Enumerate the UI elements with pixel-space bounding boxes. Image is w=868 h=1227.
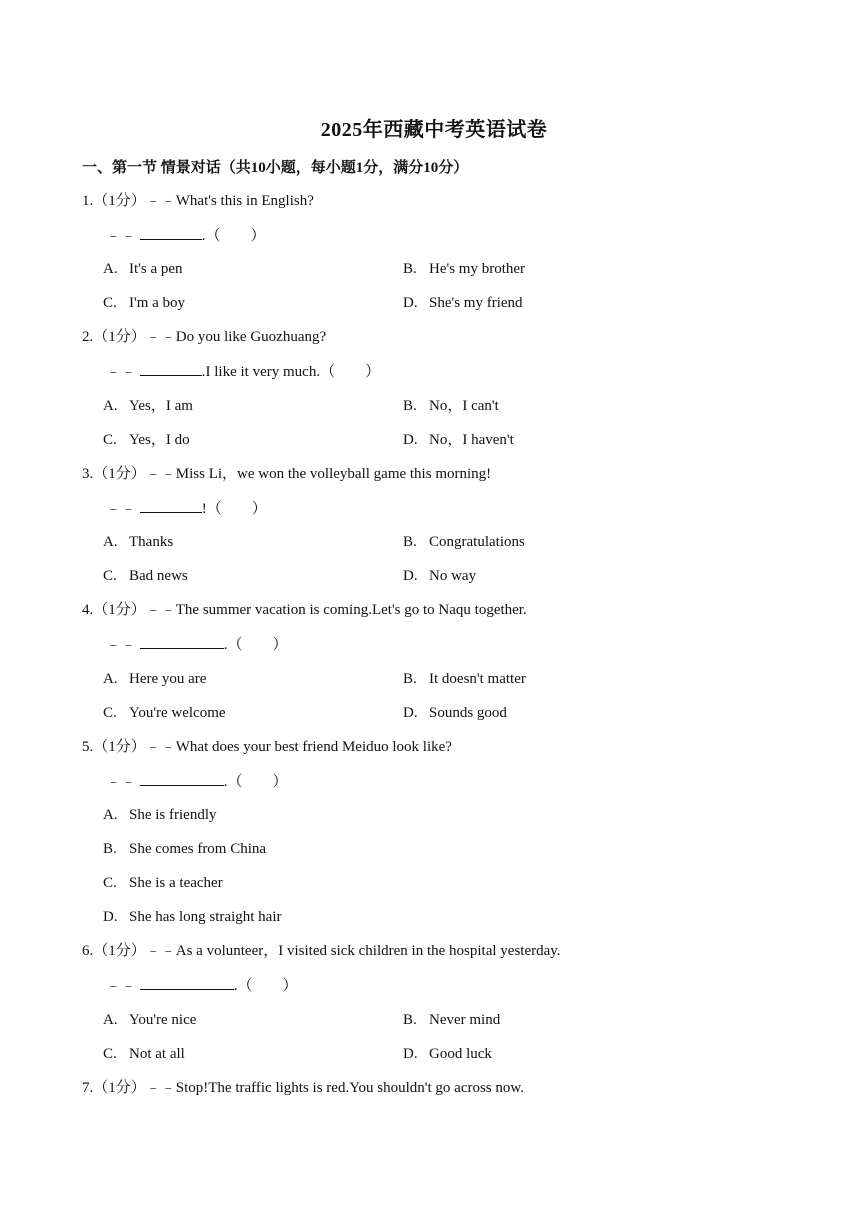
option-text: No，I haven't: [429, 432, 514, 448]
option-letter: B.: [403, 534, 417, 550]
reply-dashes: ﹣﹣: [106, 774, 137, 790]
option-letter: C.: [103, 1046, 117, 1062]
question-prompt: ﹣﹣As a volunteer，I visited sick children in the hospital yesterday.: [145, 943, 561, 959]
option-text: It doesn't matter: [429, 671, 526, 687]
question-prompt: ﹣﹣Do you like Guozhuang?: [145, 329, 327, 345]
option-text: Not at all: [129, 1046, 185, 1062]
page-title: 2025年西藏中考英语试卷: [320, 119, 548, 141]
option-c: [103, 429, 190, 451]
option-b: [403, 395, 499, 417]
answer-line-2: [106, 360, 380, 382]
option-text: Never mind: [429, 1012, 501, 1028]
question-score: （1分）: [93, 943, 146, 959]
option-letter: B.: [403, 398, 417, 414]
reply-suffix: .: [223, 774, 228, 790]
option-text: Here you are: [129, 671, 207, 687]
question-5: [82, 736, 452, 758]
answer-paren: （ ）: [237, 978, 298, 994]
question-score: （1分）: [93, 193, 146, 209]
option-text: Thanks: [129, 534, 174, 550]
question-4: [82, 599, 527, 621]
option-letter: D.: [403, 1046, 418, 1062]
reply-suffix: !: [201, 501, 207, 517]
option-letter: A.: [103, 398, 118, 414]
option-d: [403, 292, 523, 314]
option-letter: B.: [403, 1012, 417, 1028]
option-c: [103, 1043, 185, 1065]
option-d: [403, 565, 476, 587]
answer-paren: （ ）: [206, 501, 267, 517]
question-score: （1分）: [93, 329, 146, 345]
option-text: Bad news: [129, 568, 188, 584]
option-d: [403, 429, 514, 451]
option-letter: D.: [403, 295, 418, 311]
answer-line-4: [106, 633, 288, 655]
option-d: [403, 702, 507, 724]
reply-suffix: .: [201, 228, 206, 244]
option-c: [103, 702, 226, 724]
question-number: 6.: [82, 943, 94, 959]
question-prompt: ﹣﹣Miss Li，we won the volleyball game this morning!: [145, 466, 492, 482]
option-text: No，I can't: [429, 398, 499, 414]
option-text: He's my brother: [429, 261, 526, 277]
answer-line-1: [106, 224, 266, 246]
option-letter: A.: [103, 671, 118, 687]
question-number: 7.: [82, 1080, 94, 1096]
answer-blank: [140, 770, 224, 786]
option-letter: C.: [103, 875, 117, 891]
question-prompt: ﹣﹣The summer vacation is coming.Let's go to Naqu together.: [145, 602, 527, 618]
option-letter: A.: [103, 534, 118, 550]
answer-blank: [140, 224, 202, 240]
option-text: She comes from China: [129, 841, 267, 857]
question-1: [82, 190, 314, 212]
option-b: [403, 531, 525, 553]
question-score: （1分）: [93, 1080, 146, 1096]
answer-blank: [140, 360, 202, 376]
question-3: [82, 463, 491, 485]
section-heading: 一、第一节 情景对话（共10小题，每小题1分，满分10分）: [82, 160, 469, 176]
reply-suffix: .: [233, 978, 238, 994]
question-6: [82, 940, 561, 962]
option-a: [103, 804, 217, 826]
answer-paren: （ ）: [227, 774, 288, 790]
reply-suffix: .: [223, 637, 228, 653]
reply-dashes: ﹣﹣: [106, 364, 137, 380]
option-text: She has long straight hair: [129, 909, 282, 925]
option-text: Congratulations: [429, 534, 525, 550]
option-b: [403, 258, 525, 280]
question-number: 4.: [82, 602, 94, 618]
question-number: 1.: [82, 193, 94, 209]
option-text: You're nice: [129, 1012, 197, 1028]
option-c: [103, 292, 185, 314]
question-2: [82, 326, 326, 348]
option-letter: D.: [403, 568, 418, 584]
answer-line-5: [106, 770, 288, 792]
option-letter: C.: [103, 432, 117, 448]
option-text: She's my friend: [429, 295, 523, 311]
option-letter: C.: [103, 705, 117, 721]
option-b: [103, 838, 266, 860]
option-text: She is a teacher: [129, 875, 223, 891]
option-letter: B.: [403, 671, 417, 687]
answer-paren: （ ）: [320, 364, 381, 380]
option-a: [103, 531, 173, 553]
option-letter: A.: [103, 261, 118, 277]
option-letter: A.: [103, 1012, 118, 1028]
option-c: [103, 565, 188, 587]
option-text: Yes，I do: [129, 432, 190, 448]
option-b: [403, 1009, 500, 1031]
reply-suffix: .I like it very much.: [201, 364, 321, 380]
option-letter: B.: [103, 841, 117, 857]
question-score: （1分）: [93, 602, 146, 618]
reply-dashes: ﹣﹣: [106, 637, 137, 653]
answer-blank: [140, 974, 234, 990]
reply-dashes: ﹣﹣: [106, 978, 137, 994]
question-number: 3.: [82, 466, 94, 482]
reply-dashes: ﹣﹣: [106, 228, 137, 244]
question-number: 2.: [82, 329, 94, 345]
option-c: [103, 872, 223, 894]
option-letter: D.: [403, 432, 418, 448]
answer-line-3: [106, 497, 267, 519]
option-text: It's a pen: [129, 261, 183, 277]
answer-line-6: [106, 974, 298, 996]
answer-paren: （ ）: [205, 228, 266, 244]
option-a: [103, 668, 206, 690]
option-letter: D.: [403, 705, 418, 721]
question-prompt: ﹣﹣What's this in English?: [145, 193, 314, 209]
reply-dashes: ﹣﹣: [106, 501, 137, 517]
option-letter: D.: [103, 909, 118, 925]
option-text: Yes，I am: [129, 398, 193, 414]
question-prompt: ﹣﹣Stop!The traffic lights is red.You shouldn't go across now.: [145, 1080, 525, 1096]
option-letter: B.: [403, 261, 417, 277]
option-a: [103, 1009, 196, 1031]
option-text: Sounds good: [429, 705, 507, 721]
option-a: [103, 395, 193, 417]
question-7: [82, 1077, 524, 1099]
option-a: [103, 258, 183, 280]
option-text: You're welcome: [129, 705, 226, 721]
option-text: No way: [429, 568, 477, 584]
option-text: She is friendly: [129, 807, 217, 823]
question-score: （1分）: [93, 466, 146, 482]
option-text: Good luck: [429, 1046, 492, 1062]
option-d: [403, 1043, 492, 1065]
question-prompt: ﹣﹣What does your best friend Meiduo look like?: [145, 739, 452, 755]
option-d: [103, 906, 281, 928]
answer-blank: [140, 633, 224, 649]
option-text: I'm a boy: [129, 295, 186, 311]
answer-paren: （ ）: [227, 637, 288, 653]
option-letter: C.: [103, 295, 117, 311]
option-letter: A.: [103, 807, 118, 823]
question-score: （1分）: [93, 739, 146, 755]
question-number: 5.: [82, 739, 94, 755]
option-letter: C.: [103, 568, 117, 584]
option-b: [403, 668, 526, 690]
answer-blank: [140, 497, 202, 513]
